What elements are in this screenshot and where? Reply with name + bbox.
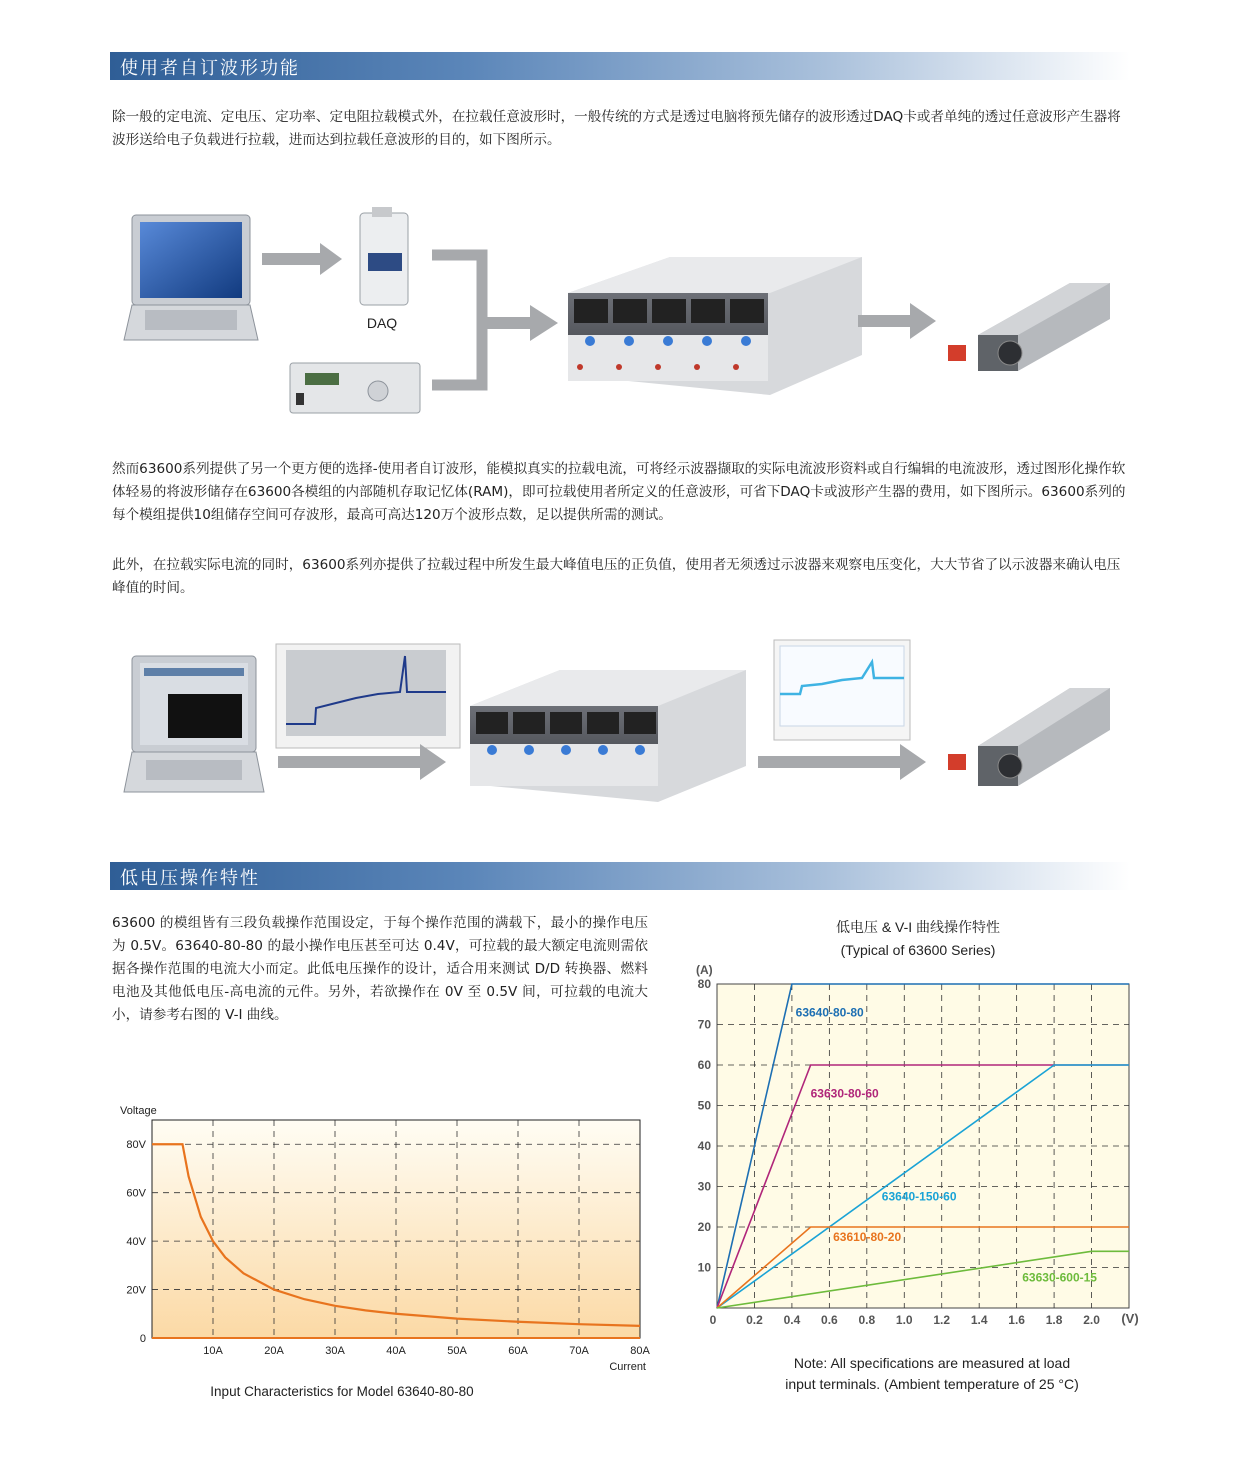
arrow-right-icon	[262, 243, 342, 275]
y-tick-label: 60V	[126, 1187, 146, 1200]
x-tick-label: 80A	[630, 1345, 650, 1357]
x-tick-label: 0.4	[783, 1313, 801, 1327]
x-tick-label: 2.0	[1083, 1313, 1100, 1327]
section-title: 低电压操作特性	[120, 868, 260, 889]
x-tick-label: 70A	[569, 1345, 589, 1357]
arrow-right-icon	[858, 303, 936, 339]
x-axis-label: (V)	[1121, 1311, 1139, 1326]
laptop-illustration	[124, 215, 258, 340]
y-tick-label: 40	[697, 1139, 711, 1153]
chart-title: 低电压 & V-I 曲线操作特性	[835, 919, 1001, 935]
low-voltage-paragraph: 63600 的模组皆有三段负载操作范围设定，于每个操作范围的满载下，最小的操作电压为 0.5V。63640-80-80 的最小操作电压甚至可达 0.4V，可拉载的最大额定电流则需依据各操作范围的电流大小而定。此低电压操作的设计，适合用来测试 D/D 转换器、燃料电池及其他低电压-高电流的元件。另外，若欲操作在 0V 至 0.5V 间，可拉载的电流大小，请参考右图的 V-I 曲线。	[112, 915, 648, 1023]
y-tick-label: 50	[697, 1098, 711, 1113]
y-tick-label: 80V	[126, 1139, 146, 1152]
waveform-graph-illustration	[276, 644, 460, 748]
y-tick-label: 40V	[126, 1236, 146, 1249]
x-tick-label: 1.2	[933, 1313, 951, 1327]
x-tick-label: 40A	[386, 1345, 406, 1357]
section-header-low-voltage	[110, 862, 1130, 890]
arrow-right-icon	[758, 744, 926, 780]
peak-voltage-paragraph: 此外，在拉载实际电流的同时，63600系列亦提供了拉载过程中所发生最大峰值电压的正负值，使用者无须透过示波器来观察电压变化，大大节省了以示波器来确认电压峰值的时间。	[112, 557, 1121, 596]
plot-area	[152, 1120, 640, 1338]
x-tick-label: 0.6	[821, 1313, 838, 1327]
chart-note-line-2: input terminals. (Ambient temperature of 25 °C)	[785, 1376, 1079, 1392]
section-title: 使用者自订波形功能	[120, 58, 300, 79]
x-tick-label: 1.6	[1008, 1313, 1025, 1327]
daq-label: DAQ	[366, 315, 398, 331]
y-tick-label: 20V	[126, 1284, 146, 1297]
section-header-custom-waveform	[110, 52, 1130, 80]
laptop-software-illustration	[124, 656, 264, 792]
x-tick-label: 0.8	[858, 1313, 876, 1327]
y-tick-label: 20	[697, 1220, 711, 1234]
power-supply-illustration	[948, 283, 1110, 371]
chart-note-line-1: Note: All specifications are measured at load	[793, 1355, 1071, 1371]
chart-title: Input Characteristics for Model 63640-80-80	[210, 1384, 474, 1399]
input-characteristics-chart	[110, 1098, 670, 1408]
series-label-63640-80-80: 63640-80-80	[795, 1005, 864, 1020]
daq-device-illustration	[360, 207, 408, 305]
x-tick-label: 0	[709, 1313, 717, 1327]
x-tick-label: 1.8	[1045, 1313, 1063, 1327]
x-tick-label: 1.4	[970, 1313, 988, 1327]
x-tick-label: 10A	[203, 1345, 223, 1357]
oscilloscope-graph-illustration	[774, 640, 910, 740]
y-axis-label: (A)	[696, 963, 713, 977]
x-tick-label: 60A	[508, 1345, 528, 1357]
waveform-generator-illustration	[290, 363, 420, 413]
vi-curve-chart	[680, 912, 1150, 1452]
electronic-load-illustration	[568, 257, 862, 395]
x-tick-label: 1.0	[895, 1313, 913, 1327]
x-tick-label: 30A	[325, 1345, 345, 1357]
y-tick-label: 60	[697, 1058, 711, 1072]
series-label-63640-150-60: 63640-150-60	[881, 1189, 957, 1204]
series-label-63610-80-20: 63610-80-20	[833, 1230, 902, 1245]
y-tick-label: 80	[697, 977, 711, 991]
custom-waveform-diagram	[110, 636, 1110, 806]
series-label-63630-80-60: 63630-80-60	[810, 1086, 879, 1101]
intro-paragraph: 除一般的定电流、定电压、定功率、定电阻拉载模式外，在拉载任意波形时，一般传统的方式是透过电脑将预先储存的波形透过DAQ卡或者单纯的透过任意波形产生器将波形送给电子负载进行拉载，进而达到拉载任意波形的目的，如下图所示。	[112, 109, 1121, 148]
x-tick-label: 20A	[264, 1345, 284, 1357]
y-tick-label: 0	[139, 1333, 146, 1345]
y-tick-label: 10	[697, 1260, 711, 1275]
x-tick-label: 50A	[447, 1345, 467, 1357]
traditional-waveform-diagram	[110, 195, 1110, 425]
y-tick-label: 30	[697, 1179, 711, 1194]
chart-subtitle: (Typical of 63600 Series)	[840, 942, 996, 958]
x-axis-label: Current	[609, 1361, 646, 1373]
y-axis-label: Voltage	[120, 1105, 157, 1117]
electronic-load-illustration-2	[470, 670, 746, 802]
x-tick-label: 0.2	[746, 1313, 763, 1327]
power-supply-illustration-2	[948, 688, 1110, 786]
series-label-63630-600-15: 63630-600-15	[1022, 1270, 1097, 1285]
ram-paragraph: 然而63600系列提供了另一个更方便的选择-使用者自订波形，能模拟真实的拉载电流，可将经示波器撷取的实际电流波形资料或自行编辑的电流波形，透过图形化操作软体轻易的将波形储存在63600各模组的内部随机存取记忆体(RAM)，即可拉载使用者所定义的任意波形，可省下DAQ卡或波形产生器的费用，如下图所示。63600系列的每个模组提供10组储存空间可存波形，最高可高达120万个波形点数，足以提供所需的测试。	[112, 461, 1126, 523]
arrow-right-icon	[482, 305, 558, 341]
y-tick-label: 70	[697, 1017, 711, 1032]
arrow-right-icon	[278, 744, 446, 780]
